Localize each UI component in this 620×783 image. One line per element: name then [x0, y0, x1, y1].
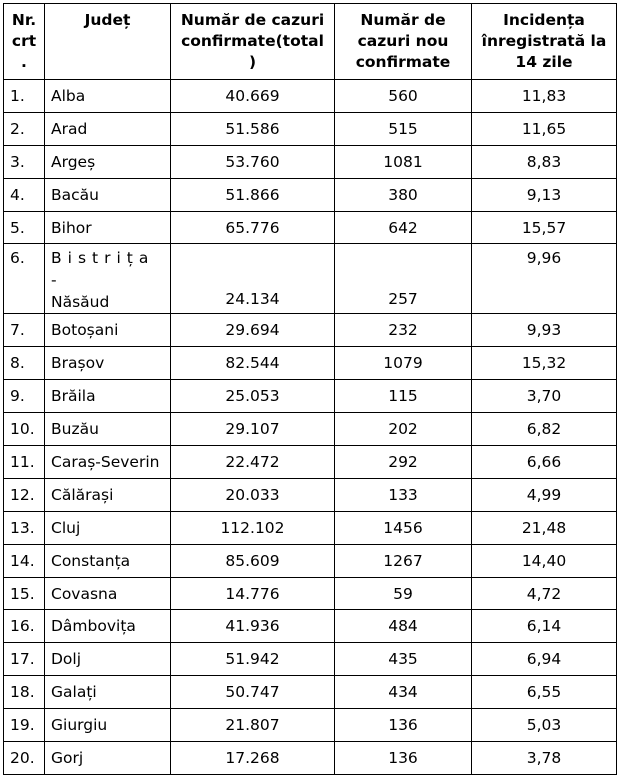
county-name: Călărași: [45, 478, 171, 511]
incidence-value: 9,93: [472, 314, 617, 347]
county-name: Cluj: [45, 511, 171, 544]
row-number: 4.: [4, 178, 45, 211]
row-number: 20.: [4, 742, 45, 775]
incidence-value: 6,14: [472, 610, 617, 643]
total-cases: 85.609: [171, 544, 335, 577]
county-name: [45, 244, 171, 314]
table-row: [4, 314, 617, 347]
header-new-cases: Număr de cazuri nou confirmate: [335, 4, 472, 80]
total-cases: 112.102: [171, 511, 335, 544]
total-cases: 51.942: [171, 643, 335, 676]
county-name: Buzău: [45, 413, 171, 446]
incidence-value: 3,78: [472, 742, 617, 775]
incidence-value: 6,66: [472, 446, 617, 479]
header-row: [4, 4, 617, 80]
table-row: [4, 380, 617, 413]
table-row: [4, 178, 617, 211]
new-cases: 1081: [335, 145, 472, 178]
county-name: Galați: [45, 676, 171, 709]
row-number: 15.: [4, 577, 45, 610]
new-cases: 292: [335, 446, 472, 479]
total-cases: 20.033: [171, 478, 335, 511]
total-cases: 14.776: [171, 577, 335, 610]
table-row: [4, 676, 617, 709]
row-number: 9.: [4, 380, 45, 413]
total-cases: 29.107: [171, 413, 335, 446]
county-name: Caraș-Severin: [45, 446, 171, 479]
header-total-cases: Număr de cazuri confirmate(total ): [171, 4, 335, 80]
new-cases: 136: [335, 709, 472, 742]
incidence-value: 6,82: [472, 413, 617, 446]
header-incidence-14-days: Incidența înregistrată la 14 zile: [472, 4, 617, 80]
row-number: 19.: [4, 709, 45, 742]
new-cases: 1456: [335, 511, 472, 544]
total-cases: 40.669: [171, 80, 335, 113]
table-row: [4, 709, 617, 742]
new-cases: 435: [335, 643, 472, 676]
incidence-value: 15,32: [472, 347, 617, 380]
table-row: [4, 347, 617, 380]
table-row: [4, 643, 617, 676]
table-row: [4, 145, 617, 178]
new-cases: 257: [335, 244, 472, 314]
row-number: 12.: [4, 478, 45, 511]
incidence-value: 14,40: [472, 544, 617, 577]
new-cases: 1079: [335, 347, 472, 380]
incidence-value: 6,94: [472, 643, 617, 676]
row-number: 14.: [4, 544, 45, 577]
covid-cases-table: [3, 3, 617, 775]
county-name-line-1: Bistrița -: [51, 249, 155, 290]
new-cases: 380: [335, 178, 472, 211]
table-row: [4, 446, 617, 479]
new-cases: 484: [335, 610, 472, 643]
table-row: [4, 80, 617, 113]
new-cases: 59: [335, 577, 472, 610]
new-cases: 232: [335, 314, 472, 347]
total-cases: 82.544: [171, 347, 335, 380]
new-cases: 202: [335, 413, 472, 446]
incidence-value: 5,03: [472, 709, 617, 742]
total-cases: 65.776: [171, 211, 335, 244]
new-cases: 1267: [335, 544, 472, 577]
county-name-line-2: Năsăud: [51, 293, 110, 312]
county-name: Brașov: [45, 347, 171, 380]
table-row: [4, 577, 617, 610]
county-name: Giurgiu: [45, 709, 171, 742]
county-name: Alba: [45, 80, 171, 113]
row-number: 17.: [4, 643, 45, 676]
incidence-value: 6,55: [472, 676, 617, 709]
row-number: 11.: [4, 446, 45, 479]
county-name: Constanța: [45, 544, 171, 577]
row-number: 10.: [4, 413, 45, 446]
row-number: 13.: [4, 511, 45, 544]
incidence-value: 21,48: [472, 511, 617, 544]
row-number: 8.: [4, 347, 45, 380]
county-name: Argeș: [45, 145, 171, 178]
table-row: [4, 211, 617, 244]
new-cases: 434: [335, 676, 472, 709]
incidence-value: 4,99: [472, 478, 617, 511]
table-row: [4, 544, 617, 577]
county-name: Covasna: [45, 577, 171, 610]
county-name: Brăila: [45, 380, 171, 413]
row-number: 16.: [4, 610, 45, 643]
county-name: Bacău: [45, 178, 171, 211]
table-row: [4, 413, 617, 446]
new-cases: 642: [335, 211, 472, 244]
table-row: [4, 112, 617, 145]
incidence-value: 15,57: [472, 211, 617, 244]
county-name: Arad: [45, 112, 171, 145]
table-row: [4, 511, 617, 544]
table-row: [4, 244, 617, 314]
total-cases: 50.747: [171, 676, 335, 709]
new-cases: 515: [335, 112, 472, 145]
row-number: 3.: [4, 145, 45, 178]
total-cases: 24.134: [171, 244, 335, 314]
new-cases: 136: [335, 742, 472, 775]
county-name: Dâmbovița: [45, 610, 171, 643]
total-cases: 51.586: [171, 112, 335, 145]
row-number: 7.: [4, 314, 45, 347]
incidence-value: 4,72: [472, 577, 617, 610]
incidence-value: 9,13: [472, 178, 617, 211]
incidence-value: 11,65: [472, 112, 617, 145]
row-number: 1.: [4, 80, 45, 113]
total-cases: 22.472: [171, 446, 335, 479]
county-name: Dolj: [45, 643, 171, 676]
total-cases: 17.268: [171, 742, 335, 775]
total-cases: 41.936: [171, 610, 335, 643]
row-number: 6.: [4, 244, 45, 314]
table-row: [4, 742, 617, 775]
new-cases: 133: [335, 478, 472, 511]
county-name: Gorj: [45, 742, 171, 775]
row-number: 5.: [4, 211, 45, 244]
header-judet: Județ: [45, 4, 171, 80]
county-name: Botoșani: [45, 314, 171, 347]
county-name: Bihor: [45, 211, 171, 244]
header-nr-crt: Nr. crt .: [4, 4, 45, 80]
incidence-value: 11,83: [472, 80, 617, 113]
table-row: [4, 610, 617, 643]
incidence-value: 8,83: [472, 145, 617, 178]
row-number: 2.: [4, 112, 45, 145]
table-row: [4, 478, 617, 511]
total-cases: 29.694: [171, 314, 335, 347]
total-cases: 53.760: [171, 145, 335, 178]
incidence-value: 3,70: [472, 380, 617, 413]
new-cases: 560: [335, 80, 472, 113]
total-cases: 21.807: [171, 709, 335, 742]
new-cases: 115: [335, 380, 472, 413]
total-cases: 51.866: [171, 178, 335, 211]
row-number: 18.: [4, 676, 45, 709]
incidence-value: 9,96: [472, 244, 617, 314]
total-cases: 25.053: [171, 380, 335, 413]
